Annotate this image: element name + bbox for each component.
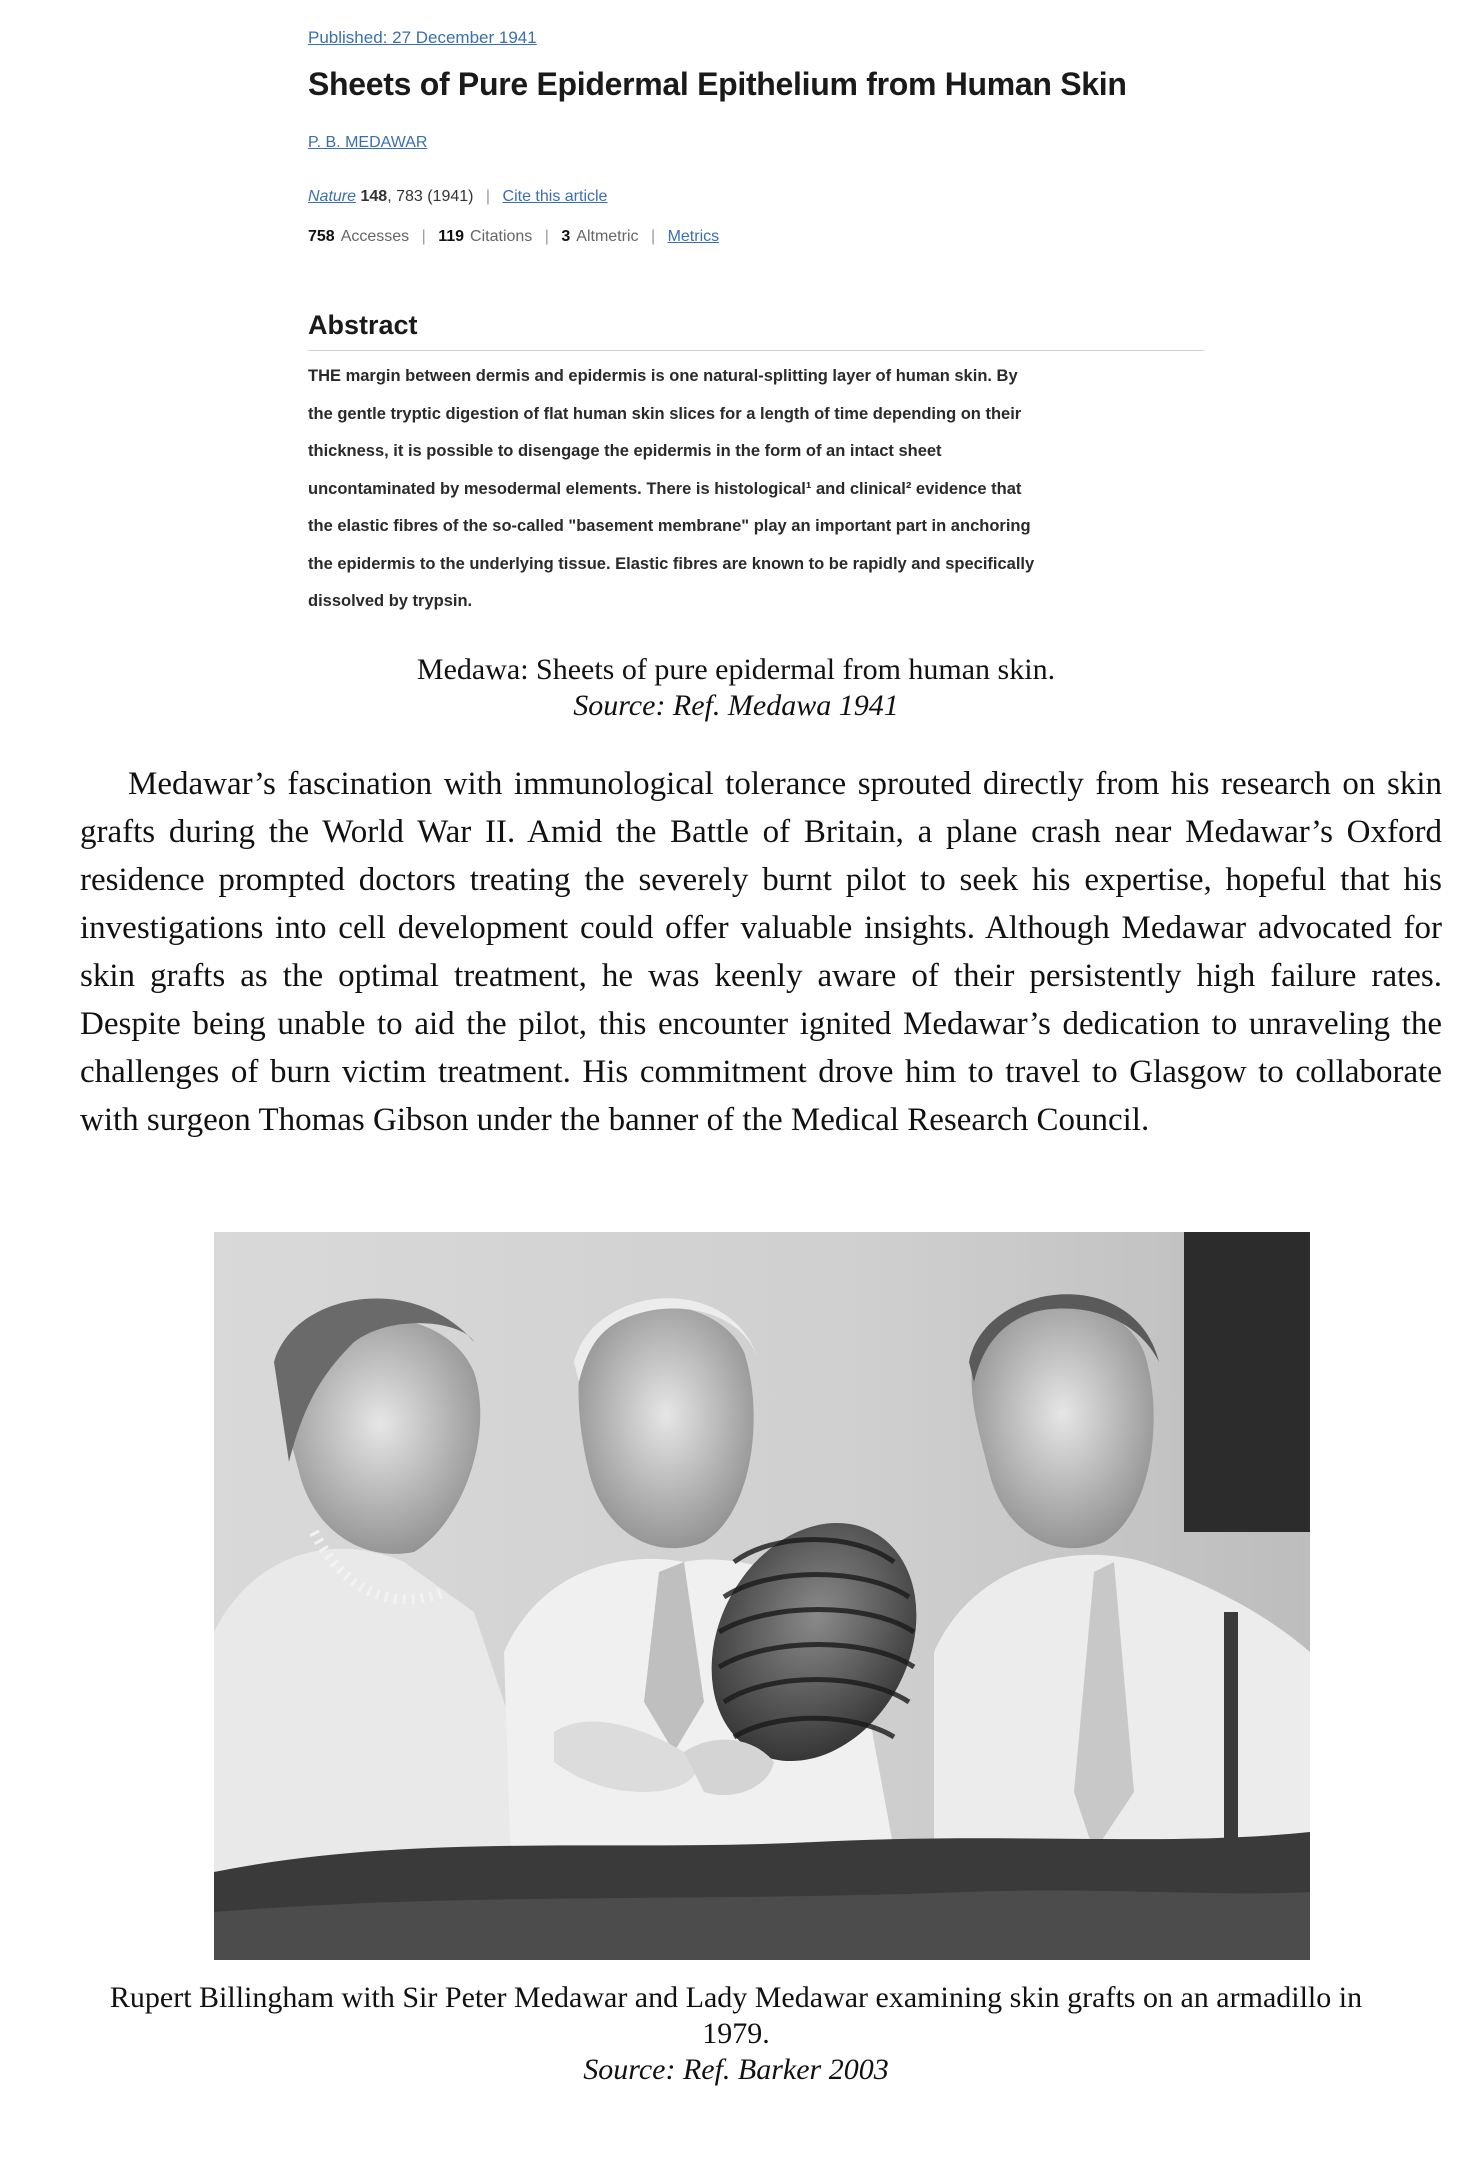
abstract-line: dissolved by trypsin. [308, 592, 473, 610]
photo-armadillo [214, 1232, 1310, 1960]
accesses-value: 758 [308, 228, 335, 245]
citation-line [308, 188, 607, 206]
metrics-line [308, 228, 719, 246]
abstract-line: thickness, it is possible to disengage the epidermis in the form of an intact sheet [308, 442, 942, 460]
abstract-line: the gentle tryptic digestion of flat human skin slices for a length of time depending on their [308, 404, 1022, 423]
abstract-line: uncontaminated by mesodermal elements. There is histological¹ and clinical² evidence that [308, 479, 1022, 498]
separator: | [485, 188, 491, 205]
altmetric-value: 3 [561, 228, 571, 245]
abstract-line: the epidermis to the underlying tissue. Elastic fibres are known to be rapidly and specifically [308, 554, 1035, 573]
volume: 148 [360, 188, 388, 205]
abstract-line: THE margin between dermis and epidermis is one natural-splitting layer of human skin. By [308, 367, 1018, 385]
citations-label: Citations [470, 228, 533, 245]
abstract-line: the elastic fibres of the so-called "basement membrane" play an important part in anchoring [308, 517, 1031, 535]
pages-year: , 783 (1941) [387, 188, 474, 205]
cite-link: Cite this article [502, 188, 608, 205]
citations-value: 119 [438, 228, 465, 245]
journal-name: Nature [308, 188, 357, 205]
metrics-link: Metrics [667, 228, 720, 245]
abstract-body [308, 358, 1208, 621]
accesses-label: Accesses [340, 228, 410, 245]
figure-caption-2 [80, 1980, 1392, 2088]
body-paragraph: Medawar’s fascination with immunological tolerance sprouted directly from his research on skin grafts during the World War II. Amid the Battle of Britain, a plane crash near Medawar’s Oxford residence prompted doctors treating the severely burnt pilot to seek his expertise, hopeful that his investigations into cell development could offer valuable insights. Although Medawar advocated for skin grafts as the optimal treatment, he was keenly aware of their persistently high failure rates. Despite being unable to aid the pilot, this encounter ignited Medawar’s dedication to unraveling the challenges of burn victim treatment. His commitment drove him to travel to Glasgow to collaborate with surgeon Thomas Gibson under the banner of the Medical Research Council. [80, 766, 1442, 1138]
abstract-heading: Abstract [308, 310, 418, 340]
published-date: Published: 27 December 1941 [308, 28, 537, 47]
altmetric-label: Altmetric [576, 228, 639, 245]
abstract-divider [308, 350, 1204, 351]
figure-caption-1 [0, 652, 1472, 724]
separator: | [650, 228, 656, 245]
separator: | [544, 228, 549, 245]
separator: | [421, 228, 426, 245]
caption-source: Source: Ref. Medawa 1941 [573, 689, 899, 722]
article-author: P. B. MEDAWAR [308, 134, 428, 151]
caption-text: Rupert Billingham with Sir Peter Medawar and Lady Medawar examining skin grafts on an armadillo in 1979. [109, 1981, 1363, 2050]
caption-source: Source: Ref. Barker 2003 [583, 2053, 889, 2086]
caption-text: Medawa: Sheets of pure epidermal from human skin. [416, 653, 1056, 686]
article-title: Sheets of Pure Epidermal Epithelium from Human Skin [308, 66, 1127, 102]
